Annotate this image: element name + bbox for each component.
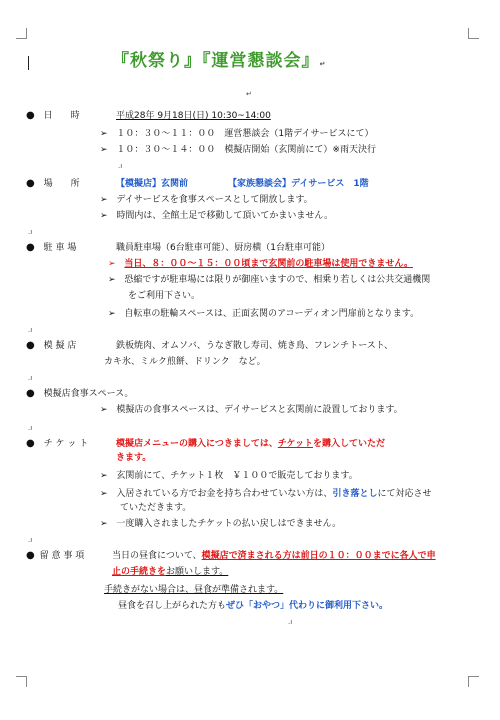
list-item-continuation[interactable]: をご利用下さい。 [128, 291, 201, 301]
arrow-right-icon: ➢ [100, 195, 108, 205]
arrow-right-icon: ➢ [108, 309, 116, 319]
margin-corner-bottom-left [16, 676, 27, 687]
parking-label: 駐 車 場 [43, 243, 77, 253]
arrow-right-icon: ➢ [100, 145, 108, 155]
datetime-label: 日 時 [43, 111, 80, 121]
paragraph-mark: .ı [288, 618, 293, 626]
arrow-right-icon: ➢ [100, 519, 108, 529]
list-item[interactable]: ➢ 玄関前にて、チケット１枚 ￥１００で販売しております。 [100, 471, 358, 481]
paragraph-mark: .ı [118, 162, 123, 170]
place-label: 場 所 [43, 179, 80, 189]
shops-line-2[interactable]: カキ氷、ミルク煎餅、ドリンク など。 [104, 357, 266, 367]
list-item[interactable]: ➢ 当日、８：００～１５：００頃まで玄関前の駐車場は使用できません。 [108, 259, 413, 269]
list-item[interactable]: ➢ 自転車の駐輪スペースは、正面玄関のアコーディオン門扉前となります。 [108, 309, 420, 319]
bullet-icon: ● [26, 388, 35, 399]
list-item[interactable]: ➢ 恐縮ですが駐車場には限りが御座いますので、相乗り若しくは公共交通機関 [108, 275, 431, 285]
paragraph-mark: .ı [28, 374, 33, 382]
arrow-right-icon: ➢ [100, 489, 108, 499]
paragraph-mark: .ı [28, 424, 33, 432]
list-item[interactable]: ➢ 時間内は、全館土足で移動して頂いてかまいません。 [100, 211, 333, 221]
notes-label: 留 意 事 項 [39, 551, 85, 561]
arrow-right-icon: ➢ [100, 471, 108, 481]
arrow-right-icon: ➢ [100, 129, 108, 139]
paragraph-mark: ↵ [246, 90, 252, 98]
document-title[interactable]: 『秋祭り』『運営懇談会』↵ [112, 51, 327, 71]
bullet-icon: ● [26, 340, 35, 351]
tickets-label: チ ケ ッ ト [43, 439, 89, 449]
notes-line-4[interactable]: 昼食を召し上がられた方もぜひ「おやつ」代わりに御利用下さい。 [118, 601, 389, 611]
paragraph-mark: ↵ [319, 60, 327, 68]
list-item[interactable]: ➢ １０：３０～１４：００ 模擬店開始（玄関前にて）※雨天決行 [100, 145, 376, 155]
margin-corner-top-right [468, 28, 479, 39]
paragraph-mark: .ı [28, 228, 33, 236]
paragraph-mark: .ı [28, 536, 33, 544]
arrow-right-icon: ➢ [100, 405, 108, 415]
bullet-icon: ● [26, 550, 35, 561]
shops-label: 模 擬 店 [43, 341, 77, 351]
datetime-value[interactable]: 平成28年 9月18日(日) 10:30~14:00 [116, 111, 271, 121]
tickets-row[interactable] [26, 438, 88, 450]
bullet-icon: ● [26, 438, 35, 449]
list-item[interactable]: ➢ デイサービスを食事スペースとして開放します。 [100, 195, 313, 205]
list-item[interactable]: ➢ １０：３０～１１：００ 運営懇談会（1階デイサービスにて） [100, 129, 374, 139]
paragraph-mark: .ı [28, 326, 33, 334]
tickets-notice[interactable]: 模擬店メニューの購入につきましては、チケットを購入していただ [116, 439, 386, 449]
place-location-shop[interactable]: 【模擬店】玄関前 [116, 179, 189, 189]
dining-label: 模擬店食事スペース。 [43, 389, 134, 399]
list-item-continuation[interactable]: ていただきます。 [120, 503, 192, 513]
notes-row[interactable] [26, 550, 84, 562]
parking-value[interactable]: 職員駐車場（6台駐車可能）、厨房横（1台駐車可能） [116, 243, 330, 253]
bullet-icon: ● [26, 242, 35, 253]
bullet-icon: ● [26, 178, 35, 189]
place-location-meeting[interactable]: 【家族懇談会】デイサービス 1階 [228, 179, 369, 189]
list-item[interactable]: ➢ 模擬店の食事スペースは、デイサービスと玄関前に設置しております。 [100, 405, 403, 415]
bullet-icon: ● [26, 110, 35, 121]
place-row[interactable] [26, 178, 80, 190]
notes-line-3[interactable]: 手続きがない場合は、昼食が準備されます。 [104, 585, 284, 595]
datetime-row[interactable] [26, 110, 80, 122]
shops-row[interactable] [26, 340, 76, 352]
list-item[interactable]: ➢ 入居されている方でお金を持ち合わせていない方は、引き落としにて対応させ [100, 489, 432, 499]
tickets-notice-continuation[interactable]: きます。 [116, 453, 152, 463]
text-cursor [28, 56, 29, 70]
shops-line-1[interactable]: 鉄板焼肉、オムソバ、うなぎ散し寿司、焼き鳥、フレンチトースト、 [116, 341, 393, 351]
arrow-right-icon: ➢ [108, 275, 116, 285]
margin-corner-top-left [16, 28, 27, 39]
parking-row[interactable] [26, 242, 76, 254]
arrow-right-icon: ➢ [108, 259, 116, 269]
dining-row[interactable] [26, 388, 133, 400]
list-item[interactable]: ➢ 一度購入されましたチケットの払い戻しはできません。 [100, 519, 342, 529]
notes-line-1[interactable]: 当日の昼食について、模擬店で済まされる方は前日の１０：００までに各人で申 [112, 551, 436, 561]
arrow-right-icon: ➢ [100, 211, 108, 221]
notes-line-2[interactable]: 止の手続きをお願いします。 [112, 567, 229, 577]
margin-corner-bottom-right [468, 676, 479, 687]
